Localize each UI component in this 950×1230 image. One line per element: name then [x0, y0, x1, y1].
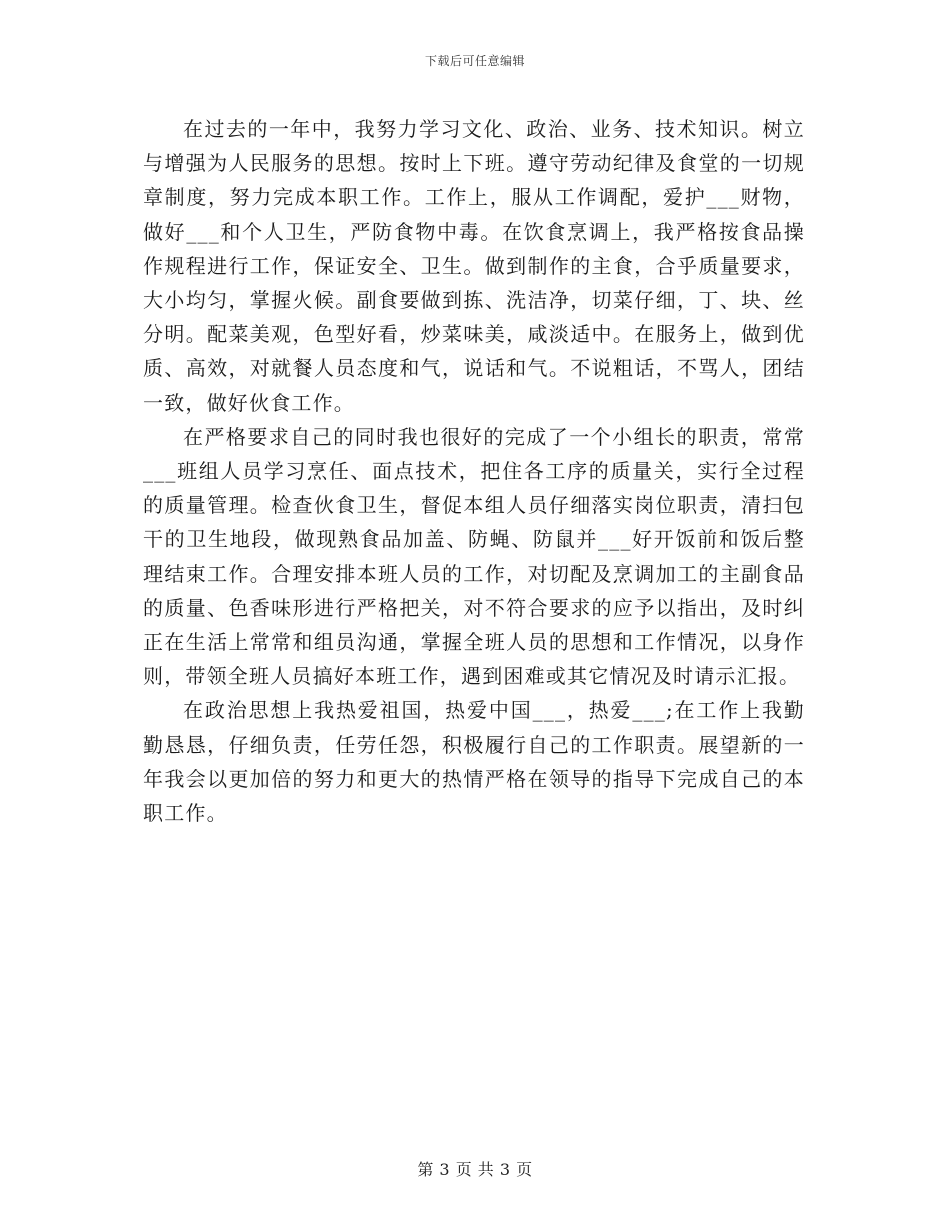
document-body: [143, 112, 805, 830]
paragraph-3: 在政治思想上我热爱祖国，热爱中国___，热爱___;在工作上我勤勤恳恳，仔细负责，任劳任怨，积极履行自己的工作职责。展望新的一年我会以更加倍的努力和更大的热情严格在领导的指导下完成自己的本职工作。: [143, 698, 805, 826]
page-header: 下载后可任意编辑: [424, 54, 525, 68]
page-number: 第 3 页 共 3 页: [417, 1160, 533, 1179]
paragraph-1: 在过去的一年中，我努力学习文化、政治、业务、技术知识。树立与增强为人民服务的思想。按时上下班。遵守劳动纪律及食堂的一切规章制度，努力完成本职工作。工作上，服从工作调配，爱护___财物，做好___和个人卫生，严防食物中毒。在饮食烹调上，我严格按食品操作规程进行工作，保证安全、卫生。做到制作的主食，合乎质量要求，大小均匀，掌握火候。副食要做到拣、洗洁净，切菜仔细，丁、块、丝分明。配菜美观，色型好看，炒菜味美，咸淡适中。在服务上，做到优质、高效，对就餐人员态度和气，说话和气。不说粗话，不骂人，团结一致，做好伙食工作。: [143, 117, 805, 415]
paragraph-2: 在严格要求自己的同时我也很好的完成了一个小组长的职责，常常___班组人员学习烹任、面点技术，把住各工序的质量关，实行全过程的质量管理。检查伙食卫生，督促本组人员仔细落实岗位职责，清扫包干的卫生地段，做现熟食品加盖、防蝇、防鼠并___好开饭前和饭后整理结束工作。合理安排本班人员的工作，对切配及烹调加工的主副食品的质量、色香味形进行严格把关，对不符合要求的应予以指出，及时纠正在生活上常常和组员沟通，掌握全班人员的思想和工作情况，以身作则，带领全班人员搞好本班工作，遇到困难或其它情况及时请示汇报。: [143, 424, 805, 689]
